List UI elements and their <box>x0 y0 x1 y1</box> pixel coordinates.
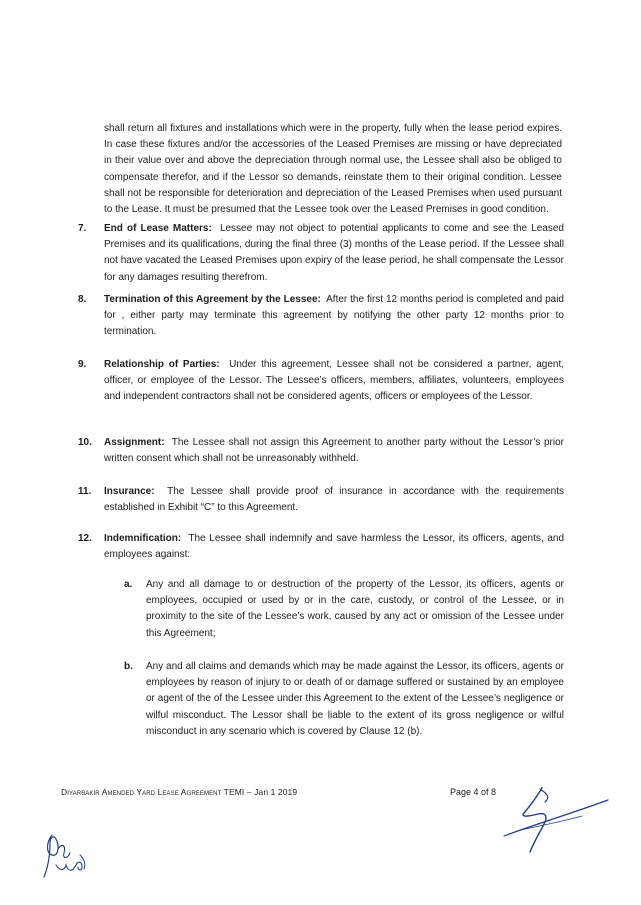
footer-document-title: Diyarbakir Amended Yard Lease Agreement TEMI – Jan 1 2019 <box>61 787 298 797</box>
clause-8 <box>78 292 564 341</box>
clause-heading: Termination of this Agreement by the Lessee: <box>104 294 321 305</box>
clause-heading: Assignment: <box>104 437 165 448</box>
clause-text: After the first 12 months period is completed and paid for , either party may terminate this agreement by notifying the other party 12 months prior to termination. <box>104 294 564 338</box>
clause-number: 8. <box>78 294 87 305</box>
subclause-a <box>124 577 564 642</box>
footer-page-number: Page 4 of 8 <box>450 787 497 797</box>
clause-heading: End of Lease Matters: <box>104 223 212 234</box>
clause-heading: Relationship of Parties: <box>104 359 220 370</box>
initials-signature <box>38 825 98 885</box>
clause-number: 7. <box>78 223 87 234</box>
subclause-b <box>124 659 564 740</box>
clause-heading: Insurance: <box>104 486 155 497</box>
signature-right <box>490 780 615 860</box>
clause-12 <box>78 531 564 563</box>
clause-number: 12. <box>78 533 92 544</box>
clause-10 <box>78 435 564 467</box>
clause-7 <box>78 221 564 286</box>
subclause-letter: b. <box>124 661 133 672</box>
subclause-text: Any and all claims and demands which may be made against the Lessor, its officers, agents or employees by reason of injury to or death of or damage suffered or sustained by an employee or agent of the of the Lessee under this Agreement to the extent of the Lessee’s negligence or wilful misconduct. The Lessor shall be liable to the extent of its gross negligence or wilful misconduct in any scenario which is covered by Clause 12 (b). <box>146 661 564 737</box>
clause-text: Lessee may not object to potential applicants to come and see the Leased Premises and its qualifications, during the final three (3) months of the Lease period. If the Lessee shall not have vacated the Leased Premises upon expiry of the lease period, he shall compensate the Lessor for any damages resulting therefrom. <box>104 223 564 283</box>
clause-text: The Lessee shall indemnify and save harmless the Lessor, its officers, agents, and employees against: <box>104 533 564 561</box>
clause-number: 9. <box>78 359 87 370</box>
subclause-text: Any and all damage to or destruction of the property of the Lessor, its officers, agents or employees, occupied or used by or in the care, custody, or control of the Lessee, or in proximity to the site of the Lessee’s work, caused by any act or omission of the Lessee under this Agreement; <box>146 579 564 639</box>
clause-heading: Indemnification: <box>104 533 182 544</box>
clause-number: 10. <box>78 437 92 448</box>
subclause-letter: a. <box>124 579 133 590</box>
clause-text: Under this agreement, Lessee shall not be considered a partner, agent, officer, or employee of the Lessor. The Lessee’s officers, members, affiliates, volunteers, employees and independent contractors shall not be considered agents, officers or employees of the Lessor. <box>104 359 565 403</box>
intro-paragraph: shall return all fixtures and installations which were in the property, fully when the lease period expires. In case these fixtures and/or the accessories of the Leased Premises are missing or have depreciated in their value over and above the depreciation through normal use, the Lessee shall also be obliged to compensate therefor, and if the Lessor so demands, reinstate them to their original condition. Lessee shall not be responsible for deterioration and depreciation of the Leased Premises when used pursuant to the Lease. It must be presumed that the Lessee took over the Leased Premises in good condition. <box>104 123 562 216</box>
clause-text: The Lessee shall provide proof of insurance in accordance with the requirements established in Exhibit “C” to this Agreement. <box>104 486 564 514</box>
clause-9 <box>78 357 564 406</box>
clause-text: The Lessee shall not assign this Agreement to another party without the Lessor’s prior written consent which shall not be unreasonably withheld. <box>104 437 564 465</box>
clause-number: 11. <box>78 486 92 497</box>
clause-11 <box>78 484 564 516</box>
